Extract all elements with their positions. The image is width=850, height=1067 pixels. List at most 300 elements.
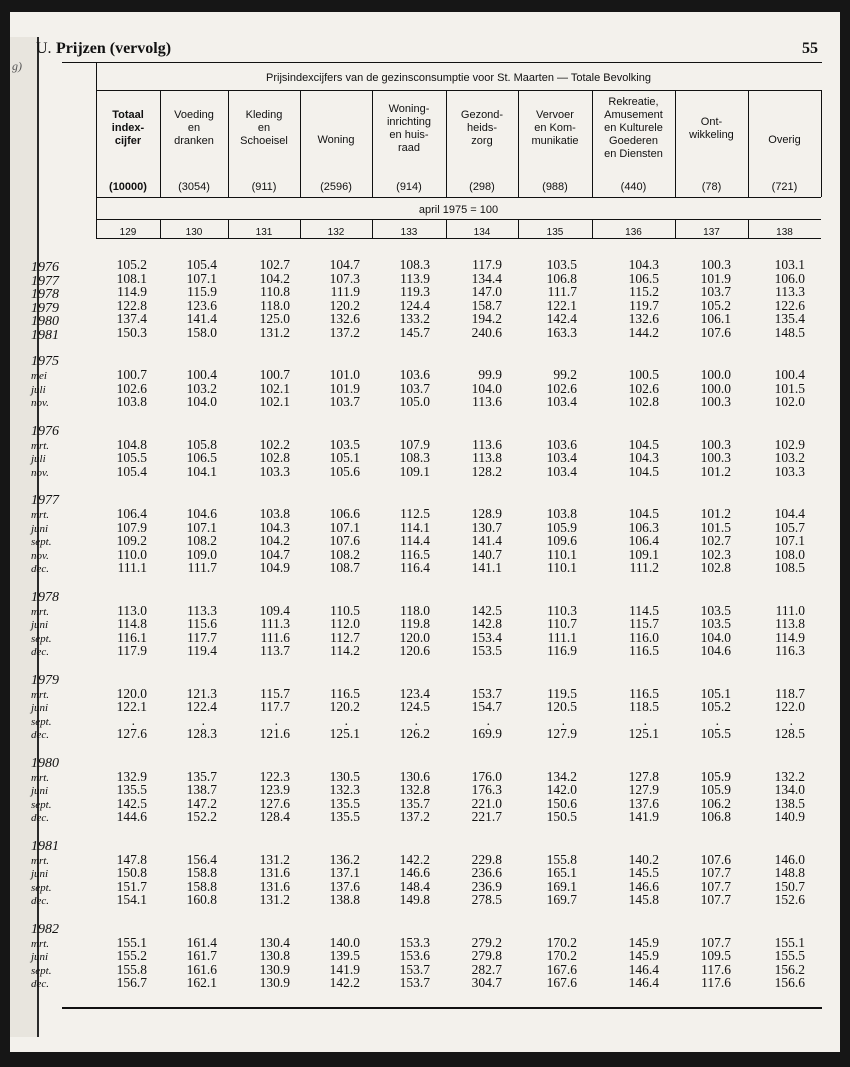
table-cell: 106.8: [700, 809, 731, 824]
table-cell: 128.4: [259, 809, 290, 824]
table-cell: 102.8: [628, 394, 659, 409]
table-cell: 104.7: [259, 546, 290, 562]
table-cell: 119.5: [547, 685, 577, 701]
table-cell: 236.6: [471, 865, 502, 880]
table-cell: 170.2: [546, 948, 577, 963]
table-cell: 105.5: [116, 450, 147, 465]
table-cell: 105.9: [546, 519, 577, 535]
table-cell: 107.7: [700, 934, 731, 950]
table-cell: 120.2: [329, 699, 360, 714]
table-cell: 107.6: [329, 533, 360, 548]
table-cell: 104.2: [259, 270, 290, 286]
table-cell: 148.4: [399, 878, 430, 894]
column-header: Woning: [317, 134, 355, 146]
table-cell: 103.3: [259, 463, 290, 479]
column-header: Gezond- heids- zorg: [460, 109, 504, 147]
table-cell: 104.3: [259, 519, 290, 535]
table-cell: 137.4: [116, 311, 147, 326]
row-label: mei: [31, 370, 47, 382]
table-cell: 100.4: [774, 367, 805, 382]
table-cell: 102.8: [259, 450, 290, 465]
column-weight: (10000): [109, 181, 147, 193]
table-cell: 103.7: [399, 380, 430, 396]
table-cell: 103.8: [259, 506, 290, 521]
table-cell: 111.6: [260, 629, 290, 645]
table-cell: 100.4: [186, 367, 217, 382]
table-cell: 131.2: [259, 892, 290, 907]
table-cell: 133.2: [399, 311, 430, 326]
row-label: dec.: [31, 563, 50, 575]
table-cell: .: [131, 712, 135, 728]
table-cell: 128.5: [774, 726, 805, 741]
chapter-letter: U.: [36, 40, 52, 57]
table-cell: 142.5: [116, 795, 147, 811]
table-cell: 118.0: [400, 602, 430, 618]
table-cell: 158.7: [471, 297, 502, 313]
table-cell: 150.7: [774, 878, 805, 894]
table-cell: 108.1: [116, 270, 147, 286]
table-cell: 106.0: [774, 270, 805, 286]
table-cell: 145.9: [628, 948, 659, 963]
table-cell: 169.7: [546, 892, 577, 907]
table-cell: 100.0: [700, 367, 731, 382]
table-cell: 102.3: [700, 546, 731, 562]
table-cell: 150.5: [546, 809, 577, 824]
table-cell: 127.6: [259, 795, 290, 811]
table-cell: 105.4: [116, 463, 147, 479]
row-label: juli: [31, 383, 46, 396]
table-cell: 137.6: [628, 795, 659, 811]
table-cell: 102.1: [259, 394, 290, 409]
table-cell: 102.6: [546, 380, 577, 396]
table-cell: 148.8: [774, 865, 805, 880]
table-cell: 105.9: [700, 782, 731, 797]
row-label: dec.: [31, 812, 50, 824]
table-cell: 125.1: [329, 726, 360, 741]
table-cell: 141.4: [471, 533, 502, 548]
column-weight: (721): [771, 181, 798, 193]
table-cell: 100.5: [628, 367, 659, 382]
table-cell: 109.1: [628, 546, 659, 562]
table-rule: [96, 197, 821, 198]
table-cell: 111.1: [547, 629, 577, 645]
table-cell: 104.5: [628, 463, 659, 479]
table-cell: 101.9: [329, 380, 360, 396]
column-number: 133: [400, 227, 418, 238]
table-cell: 110.3: [547, 602, 577, 618]
row-label: juni: [31, 785, 49, 797]
table-top-rule: [62, 62, 822, 63]
row-label: sept.: [31, 632, 52, 645]
page-heading: Prijzen (vervolg): [56, 40, 172, 57]
table-cell: 104.3: [628, 257, 659, 272]
table-cell: 116.5: [629, 643, 659, 658]
table-cell: 107.1: [774, 533, 805, 548]
table-cell: 158.8: [186, 865, 217, 880]
table-cell: 113.9: [400, 270, 430, 286]
table-cell: 108.0: [774, 546, 805, 562]
table-cell: 113.6: [472, 394, 502, 409]
table-cell: 278.5: [471, 892, 502, 907]
table-cell: 145.9: [628, 934, 659, 950]
table-cell: 132.6: [628, 311, 659, 326]
table-cell: 153.3: [399, 934, 430, 950]
column-number: 132: [327, 227, 345, 238]
table-cell: 137.2: [399, 809, 430, 824]
table-cell: 119.3: [400, 284, 430, 299]
table-cell: 102.9: [774, 436, 805, 452]
table-cell: 106.1: [700, 311, 731, 326]
table-cell: 104.6: [700, 643, 731, 658]
table-cell: 158.0: [186, 324, 217, 340]
table-cell: 150.3: [116, 324, 147, 340]
table-cell: 140.9: [774, 809, 805, 824]
table-cell: 103.1: [774, 257, 805, 272]
row-label: mrt.: [31, 605, 50, 618]
table-cell: 107.9: [399, 436, 430, 452]
table-cell: 115.7: [260, 685, 290, 701]
table-cell: 107.7: [700, 865, 731, 880]
table-cell: 152.6: [774, 892, 805, 907]
table-cell: .: [789, 712, 793, 728]
table-cell: 99.9: [478, 367, 502, 382]
table-cell: 102.1: [259, 380, 290, 396]
column-weight: (298): [469, 181, 495, 193]
table-cell: 120.5: [546, 699, 577, 714]
table-cell: 117.7: [260, 699, 290, 714]
table-cell: 102.7: [700, 533, 731, 548]
table-cell: 128.2: [471, 463, 502, 479]
table-cell: 115.2: [629, 284, 659, 299]
table-cell: 107.1: [186, 270, 217, 286]
table-cell: 114.4: [400, 533, 430, 548]
table-cell: 107.6: [700, 324, 731, 340]
table-cell: 130.6: [399, 768, 430, 784]
column-header: Vervoer en Kom- munikatie: [531, 109, 579, 147]
table-cell: 116.5: [400, 546, 430, 562]
table-cell: 103.5: [700, 602, 731, 618]
table-cell: 152.2: [186, 809, 217, 824]
table-cell: .: [274, 712, 278, 728]
period-heading: 1976: [31, 423, 59, 439]
column-header: Totaal index- cijfer: [111, 109, 145, 147]
table-cell: 105.2: [700, 297, 731, 313]
table-cell: 108.3: [399, 257, 430, 272]
table-cell: 104.7: [329, 257, 360, 272]
table-cell: 105.6: [329, 463, 360, 479]
table-cell: 114.9: [775, 629, 805, 645]
table-cell: 144.6: [116, 809, 147, 824]
table-cell: 240.6: [471, 324, 502, 340]
table-cell: 106.4: [628, 533, 659, 548]
table-cell: 161.7: [186, 948, 217, 963]
table-cell: 114.1: [400, 519, 430, 535]
table-cell: 114.9: [117, 284, 147, 299]
table-title: Prijsindexcijfers van de gezinsconsumptie voor St. Maarten — Totale Bevolking: [266, 72, 651, 84]
table-rule: [96, 219, 821, 220]
column-divider: [96, 62, 97, 238]
table-cell: 100.0: [700, 380, 731, 396]
table-cell: 112.0: [330, 616, 360, 631]
table-rule: [96, 90, 821, 91]
period-heading: 1982: [31, 921, 59, 937]
table-cell: 106.5: [628, 270, 659, 286]
table-cell: 115.7: [629, 616, 659, 631]
table-cell: 103.8: [546, 506, 577, 521]
table-cell: 156.6: [774, 975, 805, 990]
table-cell: 101.9: [700, 270, 731, 286]
table-cell: 155.2: [116, 948, 147, 963]
table-cell: 148.5: [774, 324, 805, 340]
table-cell: 116.4: [400, 560, 430, 575]
table-cell: 105.2: [700, 699, 731, 714]
table-cell: 125.0: [259, 311, 290, 326]
table-cell: 142.0: [546, 782, 577, 797]
table-cell: 106.8: [546, 270, 577, 286]
table-cell: 154.7: [471, 699, 502, 714]
table-cell: 111.3: [260, 616, 290, 631]
table-cell: 144.2: [628, 324, 659, 340]
row-label: nov.: [31, 549, 49, 562]
column-number: 129: [119, 227, 137, 238]
table-cell: 101.0: [329, 367, 360, 382]
column-weight: (914): [396, 181, 422, 193]
table-cell: 103.2: [774, 450, 805, 465]
table-cell: 103.5: [546, 257, 577, 272]
table-cell: 111.0: [775, 602, 805, 618]
table-cell: 116.5: [629, 685, 659, 701]
table-cell: 141.1: [471, 560, 502, 575]
table-cell: 114.8: [117, 616, 147, 631]
table-cell: 160.8: [186, 892, 217, 907]
table-cell: 103.8: [116, 394, 147, 409]
table-cell: 153.6: [399, 948, 430, 963]
table-cell: 127.9: [546, 726, 577, 741]
table-cell: 104.9: [259, 560, 290, 575]
table-cell: 104.5: [628, 436, 659, 452]
table-cell: 105.4: [186, 257, 217, 272]
period-heading: 1980: [31, 755, 59, 771]
table-cell: 110.8: [260, 284, 290, 299]
table-cell: 103.4: [546, 394, 577, 409]
table-cell: 104.0: [186, 394, 217, 409]
column-number: 138: [776, 227, 793, 238]
table-cell: 146.4: [628, 975, 659, 990]
table-cell: 115.6: [187, 616, 217, 631]
table-cell: 122.0: [774, 699, 805, 714]
table-cell: 117.9: [472, 257, 502, 272]
table-cell: 104.2: [259, 533, 290, 548]
table-cell: 162.1: [186, 975, 217, 990]
table-cell: 113.0: [117, 602, 147, 618]
table-cell: .: [643, 712, 647, 728]
table-cell: 100.7: [259, 367, 290, 382]
table-cell: 141.9: [628, 809, 659, 824]
table-cell: 109.6: [546, 533, 577, 548]
table-cell: 130.7: [471, 519, 502, 535]
table-cell: 279.2: [471, 934, 502, 950]
table-cell: 113.6: [472, 436, 502, 452]
table-cell: 154.1: [116, 892, 147, 907]
table-cell: 130.8: [259, 948, 290, 963]
table-cell: 118.0: [260, 297, 290, 313]
table-cell: 112.7: [330, 629, 360, 645]
table-cell: 128.9: [471, 506, 502, 521]
column-number: 131: [255, 227, 273, 238]
table-cell: .: [486, 712, 490, 728]
table-cell: 109.0: [186, 546, 217, 562]
table-cell: 145.8: [628, 892, 659, 907]
table-cell: 131.2: [259, 851, 290, 867]
table-cell: 116.0: [629, 629, 659, 645]
table-cell: 113.7: [260, 643, 290, 658]
table-cell: 103.2: [186, 380, 217, 396]
table-cell: 102.2: [259, 436, 290, 452]
row-label: sept.: [31, 798, 52, 811]
table-cell: 117.6: [701, 975, 731, 990]
table-cell: 114.5: [629, 602, 659, 618]
table-bottom-rule: [62, 1007, 822, 1009]
table-cell: 142.5: [471, 602, 502, 618]
column-number: 134: [473, 227, 491, 238]
table-cell: 104.1: [186, 463, 217, 479]
table-cell: 100.3: [700, 450, 731, 465]
table-cell: 158.8: [186, 878, 217, 894]
table-cell: 117.7: [187, 629, 217, 645]
table-cell: 105.1: [329, 450, 360, 465]
column-header: Woning- inrichting en huis- raad: [386, 102, 432, 154]
table-cell: 109.5: [700, 948, 731, 963]
table-cell: 107.7: [700, 892, 731, 907]
table-cell: 108.7: [329, 560, 360, 575]
row-label: nov.: [31, 466, 49, 479]
table-cell: 123.4: [399, 685, 430, 701]
column-header: Rekreatie, Amusement en Kulturele Goederen en Diensten: [604, 96, 663, 160]
row-label: juni: [31, 951, 49, 963]
table-cell: 103.6: [399, 367, 430, 382]
table-cell: 135.4: [774, 311, 805, 326]
table-cell: 103.7: [329, 394, 360, 409]
table-cell: 123.6: [186, 297, 217, 313]
table-cell: 113.3: [187, 602, 217, 618]
table-cell: 194.2: [471, 311, 502, 326]
table-cell: 279.8: [471, 948, 502, 963]
table-cell: 161.6: [186, 961, 217, 977]
table-cell: 139.5: [329, 948, 360, 963]
table-cell: 105.2: [116, 257, 147, 272]
table-cell: 108.2: [329, 546, 360, 562]
column-number: 135: [546, 227, 564, 238]
table-cell: 120.0: [116, 685, 147, 701]
table-cell: 117.9: [117, 643, 147, 658]
table-cell: 103.6: [546, 436, 577, 452]
table-cell: 131.6: [259, 865, 290, 880]
table-cell: 153.5: [471, 643, 502, 658]
table-cell: 107.9: [116, 519, 147, 535]
table-cell: 121.6: [259, 726, 290, 741]
table-cell: 101.5: [774, 380, 805, 396]
table-cell: 99.2: [553, 367, 577, 382]
table-cell: 134.0: [774, 782, 805, 797]
column-header: Overig: [768, 134, 801, 146]
table-cell: 146.6: [399, 865, 430, 880]
table-cell: 130.9: [259, 975, 290, 990]
period-heading: 1977: [31, 493, 59, 508]
table-cell: 100.7: [116, 367, 147, 382]
table-cell: 100.3: [700, 257, 731, 272]
table-cell: 142.4: [546, 311, 577, 326]
row-label: sept.: [31, 715, 52, 728]
row-label: 1977: [31, 273, 59, 289]
table-cell: 135.7: [186, 768, 217, 784]
table-cell: 104.0: [471, 380, 502, 396]
table-cell: 110.7: [547, 616, 577, 631]
table-cell: 150.6: [546, 795, 577, 811]
table-cell: 236.9: [471, 878, 502, 894]
table-cell: 147.2: [186, 795, 217, 811]
table-cell: 105.8: [186, 436, 217, 452]
row-label: dec.: [31, 646, 50, 658]
table-cell: 134.4: [471, 270, 502, 286]
table-cell: 127.6: [116, 726, 147, 741]
row-label: juni: [31, 522, 49, 535]
table-cell: 221.7: [471, 809, 502, 824]
table-cell: 170.2: [546, 934, 577, 950]
table-cell: 142.2: [399, 851, 430, 867]
table-cell: 108.3: [399, 450, 430, 465]
row-label: juni: [31, 619, 49, 631]
table-cell: 104.8: [116, 436, 147, 452]
table-cell: 117.6: [701, 961, 731, 977]
table-cell: 130.9: [259, 961, 290, 977]
table-cell: 153.7: [471, 685, 502, 701]
table-cell: 140.2: [628, 851, 659, 867]
table-cell: 140.0: [329, 934, 360, 950]
table-cell: 153.4: [471, 629, 502, 645]
table-cell: 131.2: [259, 324, 290, 340]
row-label: mrt.: [31, 509, 50, 521]
column-number: 136: [625, 227, 642, 238]
table-cell: 155.8: [116, 961, 147, 977]
table-cell: 104.0: [700, 629, 731, 645]
table-cell: 100.3: [700, 394, 731, 409]
column-number: 137: [703, 227, 720, 238]
row-label: mrt.: [31, 854, 50, 867]
table-cell: 153.7: [399, 975, 430, 990]
row-label: juni: [31, 702, 49, 714]
row-label: dec.: [31, 978, 50, 990]
table-cell: .: [344, 712, 348, 728]
table-cell: 115.9: [187, 284, 217, 299]
table-cell: 106.2: [700, 795, 731, 811]
table-cell: 140.7: [471, 546, 502, 562]
table-cell: 110.0: [117, 546, 147, 562]
table-cell: 304.7: [471, 975, 502, 990]
table-cell: 137.1: [329, 865, 360, 880]
row-label: 1979: [31, 300, 59, 316]
table-cell: 107.1: [329, 519, 360, 535]
period-heading: 1981: [31, 838, 59, 854]
table-cell: 147.8: [116, 851, 147, 867]
table-cell: 127.8: [628, 768, 659, 784]
page-number: 55: [802, 40, 818, 57]
table-cell: 121.3: [186, 685, 217, 701]
row-label: mrt.: [31, 439, 50, 452]
row-label: mrt.: [31, 688, 50, 701]
table-cell: 100.3: [700, 436, 731, 452]
table-cell: .: [715, 712, 719, 728]
table-cell: 146.4: [628, 961, 659, 977]
